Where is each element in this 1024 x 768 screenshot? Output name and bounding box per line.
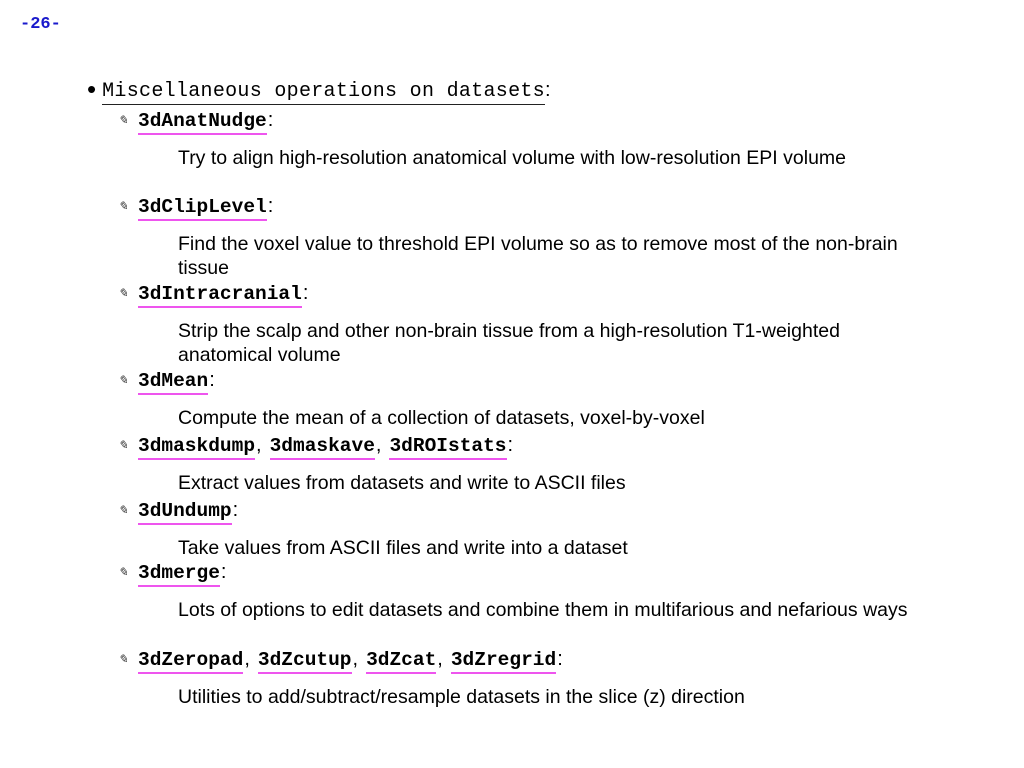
command-name: 3dZcat (366, 649, 436, 674)
command-description: Find the voxel value to threshold EPI volume so as to remove most of the non-brain tissue (178, 233, 898, 279)
command-item-heading (118, 558, 978, 588)
command-name: 3dClipLevel (138, 196, 267, 221)
pen-nib-icon: ✎ (118, 565, 129, 579)
command-name: 3dAnatNudge (138, 110, 267, 135)
command-item (118, 192, 978, 280)
pen-nib-icon: ✎ (118, 438, 129, 452)
command-description: Lots of options to edit datasets and combine them in multifarious and nefarious ways (178, 599, 908, 621)
comma-separator: , (352, 648, 359, 670)
pen-nib-icon: ✎ (118, 373, 129, 387)
colon-separator: : (232, 499, 239, 521)
page-number: -26- (20, 15, 61, 34)
command-item-heading (118, 431, 978, 461)
command-item-heading (118, 496, 978, 526)
command-name: 3dmerge (138, 562, 220, 587)
comma-separator: , (256, 434, 262, 456)
colon-separator: : (220, 561, 227, 583)
comma-separator: , (244, 648, 250, 670)
command-item-heading (118, 106, 978, 136)
colon-separator: : (267, 109, 274, 131)
section-heading (87, 72, 551, 105)
command-item-heading (118, 366, 978, 396)
command-item (118, 279, 978, 367)
comma-separator: , (375, 434, 382, 456)
section-title: Miscellaneous operations on datasets (102, 80, 545, 103)
command-item (118, 558, 978, 622)
command-name: 3dmaskave (270, 435, 375, 460)
command-item-heading (118, 192, 978, 222)
comma-separator: , (437, 648, 443, 670)
pen-nib-icon: ✎ (118, 503, 129, 517)
bullet-icon: • (87, 74, 97, 104)
colon-separator: : (267, 195, 274, 217)
command-item (118, 645, 978, 709)
pen-nib-icon: ✎ (118, 652, 129, 666)
command-description: Strip the scalp and other non-brain tissue from a high-resolution T1-weighted anatomical volume (178, 320, 840, 366)
command-name: 3dmaskdump (138, 435, 255, 460)
command-description: Try to align high-resolution anatomical volume with low-resolution EPI volume (178, 147, 846, 169)
pen-nib-icon: ✎ (118, 286, 129, 300)
command-name: 3dZeropad (138, 649, 243, 674)
command-name: 3dUndump (138, 500, 232, 525)
colon-separator: : (209, 369, 215, 391)
command-item (118, 431, 978, 495)
command-description: Take values from ASCII files and write into a dataset (178, 537, 628, 559)
command-name: 3dIntracranial (138, 283, 302, 308)
command-name: 3dZregrid (451, 649, 556, 674)
command-item-heading (118, 279, 978, 309)
command-description: Compute the mean of a collection of datasets, voxel-by-voxel (178, 407, 705, 429)
command-name: 3dROIstats (389, 435, 506, 460)
colon-separator: : (557, 648, 563, 670)
colon-separator: : (507, 434, 514, 456)
command-name: 3dMean (138, 370, 208, 395)
section-colon: : (544, 79, 551, 101)
command-item-heading (118, 645, 978, 675)
command-description: Utilities to add/subtract/resample datasets in the slice (z) direction (178, 686, 745, 708)
command-item (118, 496, 978, 560)
command-item (118, 366, 978, 430)
pen-nib-icon: ✎ (118, 199, 129, 213)
pen-nib-icon: ✎ (118, 113, 129, 127)
command-description: Extract values from datasets and write to ASCII files (178, 472, 626, 494)
colon-separator: : (302, 282, 309, 304)
command-name: 3dZcutup (258, 649, 352, 674)
command-item (118, 106, 978, 170)
